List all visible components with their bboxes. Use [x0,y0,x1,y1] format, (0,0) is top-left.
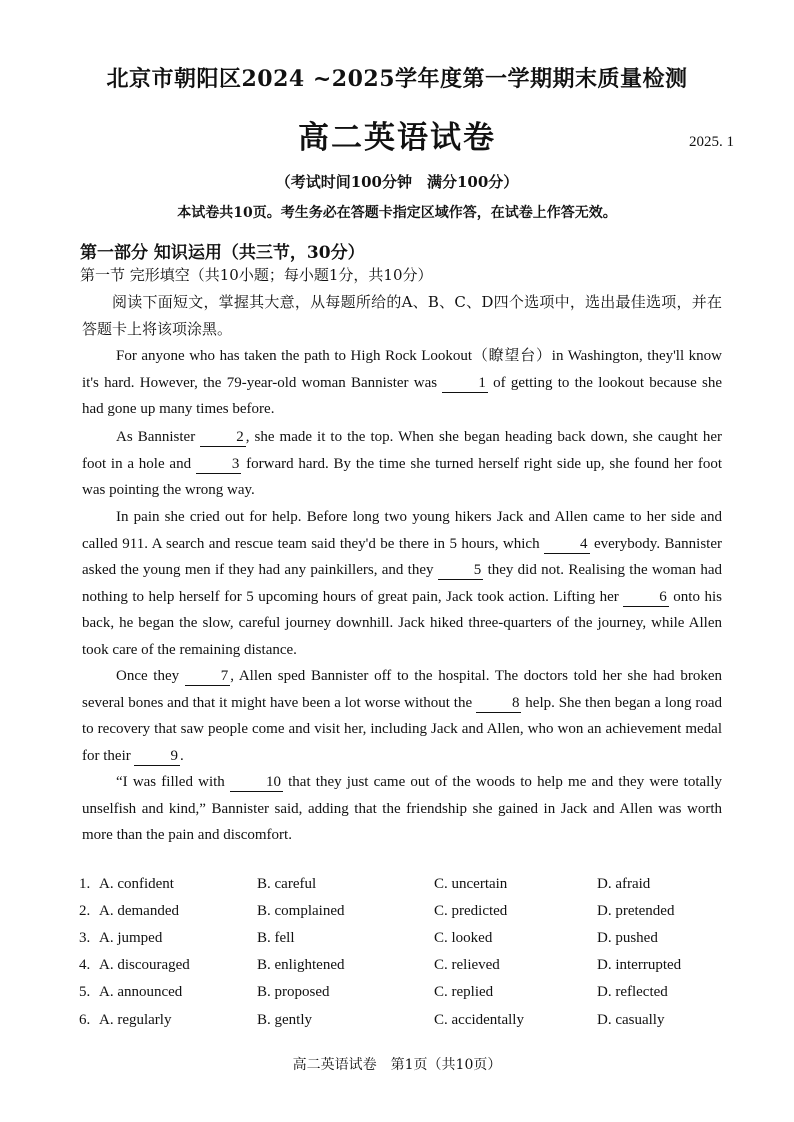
blank-4: 4 [544,535,590,554]
option-d: D. reflected [597,984,668,1000]
part-heading: 第一部分 知识运用（共三节，30分） [80,243,365,263]
option-b: B. complained [257,903,345,919]
option-b: B. careful [257,876,317,892]
instruction-text: 阅读下面短文，掌握其大意，从每题所给的A、B、C、D四个选项中，选出最佳选项，并在答题卡上将该项涂黑。 [82,293,722,338]
question-row [79,930,719,956]
option-a: A. confident [99,876,174,892]
option-d: D. pretended [597,903,675,919]
option-c: C. predicted [434,903,508,919]
option-c: C. relieved [434,957,500,973]
passage-paragraph-3: In pain she cried out for help. Before long two young hikers Jack and Allen came to her side and called 911. A search and rescue team said they'd be there in 5 hours, which 4 everybody. Bannister asked the young men if they had any painkillers, and they 5 they did not. Realising the woman had nothing to help herself for 5 upcoming hours of great pain, Jack took action. Lifting her 6 onto his back, he began the slow, careful journey downhill. Jack hiked three-quarters of the journey, while Allen took care of the remaining distance. [82,509,722,658]
blank-2: 2 [200,428,246,447]
question-row [79,1012,719,1038]
paper-title: 高二英语试卷 [298,120,496,156]
option-a: A. announced [99,984,183,1000]
blank-10: 10 [230,773,283,792]
blank-6: 6 [623,588,669,607]
question-row [79,876,719,902]
passage-paragraph-1: For anyone who has taken the path to High Rock Lookout（瞭望台）in Washington, they'll know it's hard. However, the 79-year-old woman Bannister was 1 of getting to the lookout because she had gone up many times before. [82,348,722,417]
question-row [79,903,719,929]
blank-1: 1 [442,374,488,393]
exam-date: 2025. 1 [689,134,734,150]
question-number: 5. [79,984,91,1000]
blank-7: 7 [185,667,231,686]
question-number: 4. [79,957,91,973]
option-b: B. fell [257,930,295,946]
blank-3: 3 [196,455,242,474]
option-d: D. pushed [597,930,658,946]
option-b: B. enlightened [257,957,345,973]
option-d: D. interrupted [597,957,682,973]
option-c: C. accidentally [434,1012,524,1028]
blank-9: 9 [134,747,180,766]
blank-5: 5 [438,561,484,580]
passage-paragraph-5: “I was filled with 10 that they just came out of the woods to help me and they were totally unselfish and kind,” Bannister said, adding that the friendship she gained in Jack and Allen was worth more than the pain and discomfort. [82,774,722,843]
question-row [79,984,719,1010]
question-row [79,957,719,983]
exam-info: （考试时间100分钟 满分100分） [275,173,519,191]
exam-title: 北京市朝阳区2024 ~2025学年度第一学期期末质量检测 [106,66,688,92]
question-number: 6. [79,1012,91,1028]
option-c: C. looked [434,930,493,946]
passage-paragraph-2: As Bannister 2 , she made it to the top. When she began heading back down, she caught her foot in a hole and 3 forward hard. By the time she turned herself right side up, she found her foot was pointing the wrong way. [82,429,722,498]
question-number: 3. [79,930,91,946]
option-c: C. uncertain [434,876,508,892]
page-footer: 高二英语试卷 第1页（共10页） [292,1057,502,1073]
option-d: D. afraid [597,876,651,892]
passage-paragraph-4: Once they 7 , Allen sped Bannister off to the hospital. The doctors told her she had broken several bones and that it might have been a lot worse without the 8 help. She then began a long road to recovery that saw people come and visit her, including Jack and Allen, who won an achievement medal for their 9 . [82,668,723,764]
option-b: B. gently [257,1012,312,1028]
option-b: B. proposed [257,984,330,1000]
question-number: 1. [79,876,91,892]
option-a: A. jumped [99,930,163,946]
exam-notice: 本试卷共10页。考生务必在答题卡指定区域作答，在试卷上作答无效。 [177,205,617,221]
blank-8: 8 [476,694,522,713]
option-d: D. casually [597,1012,665,1028]
section-heading: 第一节 完形填空（共10小题；每小题1分，共10分） [80,266,433,284]
option-a: A. discouraged [99,957,190,973]
question-number: 2. [79,903,91,919]
option-a: A. demanded [99,903,179,919]
option-a: A. regularly [99,1012,172,1028]
option-c: C. replied [434,984,494,1000]
